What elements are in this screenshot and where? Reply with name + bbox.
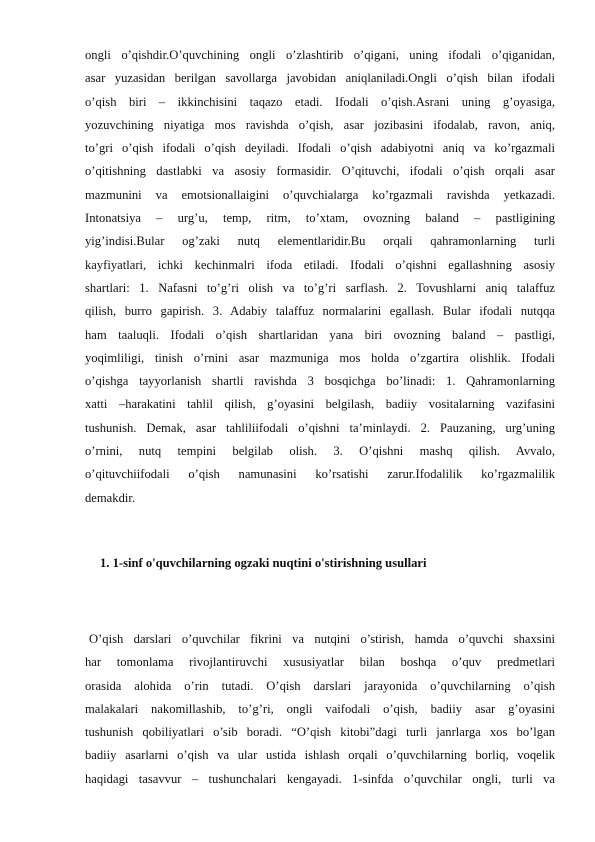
text-line: o’qishga tayyorlanish shartli ravishda 3 bosqichga bo’linadi: 1. Qahramonlarning bbox=[85, 374, 555, 389]
text-line: o’qitishning dastlabki va asosiy formasidir. O’qituvchi, ifodali o’qish orqali asar bbox=[85, 164, 555, 179]
text-line: malakalari nakomillashib, to’g’ri, ongli vaifodali o’qish, badiiy asar g’oyasini bbox=[85, 701, 555, 716]
text-line: to’gri o’qish ifodali o’qish deyiladi. Ifodali o’qish adabiyotni aniq va ko’rgazmali bbox=[85, 141, 555, 156]
text-line: tushunish qobiliyatlari o’sib boradi. “O’qish kitobi”dagi turli janrlarga xos bo’lgan bbox=[85, 725, 555, 740]
text-line: yoqimliligi, tinish o’rnini asar mazmuniga mos holda o’zgartira olishlik. Ifodali bbox=[85, 350, 555, 365]
text-line: har tomonlama rivojlantiruvchi xususiyatlar bilan boshqa o’quv predmetlari bbox=[85, 655, 555, 670]
text-line: qilish, burro gapirish. 3. Adabiy talaffuz normalarini egallash. Bular ifodali nutqqa bbox=[85, 304, 555, 319]
text-line: o’rnini, nutq tempini belgilab olish. 3. O’qishni mashq qilish. Avvalo, bbox=[85, 444, 555, 459]
text-line: Intonatsiya – urg’u, temp, ritm, to’xtam, ovozning baland – pastligining bbox=[85, 211, 555, 226]
text-line: yig’indisi.Bular og’zaki nutq elementlaridir.Bu orqali qahramonlarning turli bbox=[85, 234, 555, 249]
text-line: badiiy asarlarni o’qish va ular ustida ishlash orqali o’quvchilarning borliq, voqelik bbox=[85, 748, 555, 763]
text-line: tushunish. Demak, asar tahliliifodali o’qishni ta’minlaydi. 2. Pauzaning, urg’uning bbox=[85, 420, 555, 435]
text-line: haqidagi tasavvur – tushunchalari kengayadi. 1-sinfda o’quvchilar ongli, turli va bbox=[85, 771, 555, 786]
section-heading: 1. 1-sinf o'quvchilarning ogzaki nuqtini o'stirishning usullari bbox=[100, 556, 427, 570]
text-line: O’qish darslari o’quvchilar fikrini va nutqini o’stirish, hamda o’quvchi shaxsini bbox=[89, 632, 555, 646]
text-line: o’qish biri – ikkinchisini taqazo etadi. Ifodali o’qish.Asrani uning g’oyasiga, bbox=[85, 94, 555, 109]
paragraph-oqish-darslari bbox=[85, 628, 555, 791]
text-line: xatti –harakatini tahlil qilish, g’oyasini belgilash, badiiy vositalarning vazifasini bbox=[85, 397, 555, 412]
text-line: asar yuzasidan berilgan savollarga javobidan aniqlaniladi.Ongli o’qish bilan ifodali bbox=[85, 71, 555, 86]
paragraph-ifodali-oqish bbox=[85, 44, 555, 510]
text-line: mazmunini va emotsionallaigini o’quvchialarga ko’rgazmali ravishda yetkazadi. bbox=[85, 187, 555, 202]
text-line: demakdir. bbox=[85, 490, 136, 505]
text-line: kayfiyatlari, ichki kechinmalri ifoda etiladi. Ifodali o’qishni egallashning asosiy bbox=[85, 257, 555, 272]
text-line: orasida alohida o’rin tutadi. O’qish darslari jarayonida o’quvchilarning o’qish bbox=[85, 678, 555, 693]
text-line: ham taaluqli. Ifodali o’qish shartlaridan yana biri ovozning baland – pastligi, bbox=[85, 327, 555, 342]
text-line: yozuvchining niyatiga mos ravishda o’qish, asar jozibasini ifodalab, ravon, aniq, bbox=[85, 117, 555, 132]
text-line: o’qituvchiifodali o’qish namunasini ko’rsatishi zarur.Ifodalilik ko’rgazmalilik bbox=[85, 467, 555, 482]
text-line: shartlari: 1. Nafasni to’g’ri olish va to’g’ri sarflash. 2. Tovushlarni aniq talaffuz bbox=[85, 280, 555, 295]
text-line: ongli o’qishdir.O’quvchining ongli o’zlashtirib o’qigani, uning ifodali o’qiganidan, bbox=[85, 48, 555, 62]
